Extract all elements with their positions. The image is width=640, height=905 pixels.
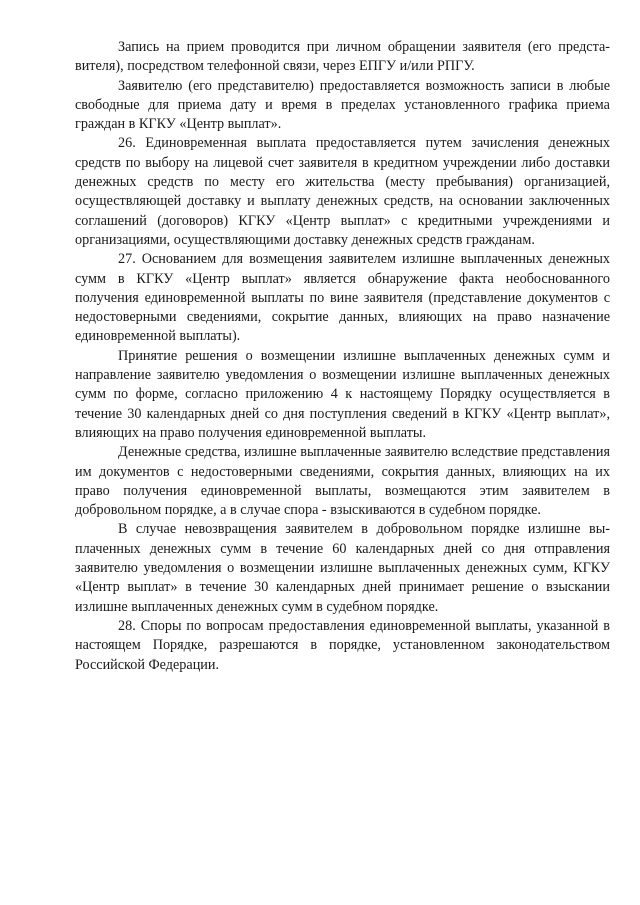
paragraph-appointment-time: Заявителю (его представителю) предоставляется возможность записи в любые свободные для приема дату и время в пределах установленного графика приема граждан в КГКУ «Центр выплат». [75,77,610,133]
paragraph-item-26: 26. Единовременная выплата предоставляется путем зачисления денежных средств по выбору на лицевой счет заявителя в кредитном учреждении либо доставки денежных средств по месту его жительства (месту пребывания) организацией, осуществляющей доставку и выплату денежных средств, на основании заключенных соглашений (договоров) КГКУ «Центр выплат» с кредитными учреждениями и организациями, осуществляющими доставку денежных средств гражданам. [75,135,610,248]
paragraph-appointment-methods: Запись на прием проводится при личном обращении заявителя (его представителя), посредством телефонной связи, через ЕПГУ и/или РПГУ. [75,39,610,75]
paragraph-refund-court: В случае невозвращения заявителем в добровольном порядке излишне выплаченных денежных сумм в течение 60 календарных дней со дня отправления заявителю уведомления о возмещении излишне выплаченных денежных сумм, КГКУ «Центр выплат» в течение 30 календарных дней принимает решение о взыскании излишне выплаченных денежных сумм в судебном порядке. [75,521,610,615]
paragraph-refund-decision: Принятие решения о возмещении излишне выплаченных денежных сумм и направление заявителю уведомления о возмещении излишне выплаченных денежных сумм по форме, согласно приложению 4 к настоящему Порядку осуществляется в течение 30 календарных дней со дня поступления сведений в КГКУ «Центр выплат», влияющих на право получения единовременной выплаты. [75,347,610,441]
paragraph-refund-voluntary: Денежные средства, излишне выплаченные заявителю вследствие представления им документов с недостоверными сведениями, сокрытия данных, влияющих на их право получения единовременной выплаты, возмещаются этим заявителем в добровольном порядке, а в случае спора - взыскиваются в судебном порядке. [75,444,610,519]
paragraph-item-28: 28. Споры по вопросам предоставления единовременной выплаты, указанной в настоящем Порядке, разрешаются в порядке, установленном законодательством Российской Федерации. [75,617,610,673]
paragraph-item-27: 27. Основанием для возмещения заявителем излишне выплаченных денежных сумм в КГКУ «Центр выплат» является обнаружение факта необоснованного получения единовременной выплаты по вине заявителя (представление документов с недостоверными сведениями, сокрытие данных, влияющих на право назначение единовременной выплаты). [75,251,610,345]
document-body [75,38,610,675]
